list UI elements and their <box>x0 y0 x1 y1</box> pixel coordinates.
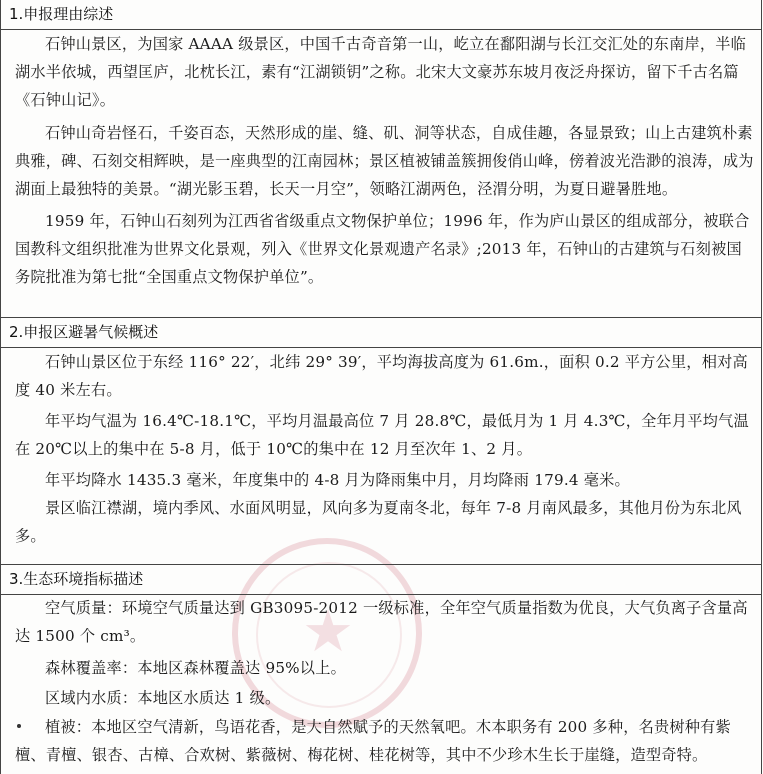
section-1-paragraph-1: 石钟山景区，为国家 AAAA 级景区，中国千古奇音第一山，屹立在鄱阳湖与长江交汇处的东南岸，半临湖水半依城，西望匡庐，北枕长江，素有“江湖锁钥”之称。北宋大文豪苏东坡月夜泛舟探访，留下千古名篇《石钟山记》。 <box>15 35 747 109</box>
section-3-paragraph-3: 区域内水质：本地区水质达 1 级。 <box>45 689 281 707</box>
section-1-paragraph-3: 1959 年，石钟山石刻列为江西省省级重点文物保护单位；1996 年，作为庐山景区的组成部分，被联合国教科文组织批准为世界文化景观，列入《世界文化景观遗产名录》;2013 年，石钟山的古建筑与石刻被国务院批准为第七批“全国重点文物保护单位”。 <box>15 212 750 286</box>
section-1-paragraph-2: 石钟山奇岩怪石，千姿百态，天然形成的崖、缝、矶、洞等状态，自成佳趣，各显景致；山上古建筑朴素典雅，碑、石刻交相辉映，是一座典型的江南园林；景区植被铺盖簇拥俊俏山峰，傍着波光浩渺的浪涛，成为湖面上最独特的美景。“湖光影玉碧，长天一月空”，领略江湖两色，泾渭分明，为夏日避暑胜地。 <box>15 124 754 198</box>
section-1-heading: 1.申报理由综述 <box>1 0 761 30</box>
section-3-paragraph-4: 植被：本地区空气清新，鸟语花香，是大自然赋予的天然氧吧。木本职务有 200 多种，名贵树种有紫檀、青檀、银杏、古樟、合欢树、紫薇树、梅花树、桂花树等，其中不少珍木生长于崖缝，造型奇特。 <box>15 718 731 764</box>
section-2-paragraph-2: 年平均气温为 16.4℃-18.1℃，平均月温最高位 7 月 28.8℃，最低月为 1 月 4.3℃，全年月平均气温在 20℃以上的集中在 5-8 月，低于 10℃的集中在 12 月至次年 1、2 月。 <box>15 412 749 458</box>
section-3-paragraph-1: 空气质量：环境空气质量达到 GB3095-2012 一级标准，全年空气质量指数为优良，大气负离子含量高达 1500 个 cm³。 <box>15 599 748 645</box>
section-3-heading: 3.生态环境指标描述 <box>1 564 761 595</box>
section-2-paragraph-4: 景区临江襟湖，境内季风、水面风明显，风向多为夏南冬北，每年 7-8 月南风最多，其他月份为东北风多。 <box>15 499 742 545</box>
section-3-paragraph-2: 森林覆盖率：本地区森林覆盖达 95%以上。 <box>45 659 346 677</box>
section-2-heading: 2.申报区避暑气候概述 <box>1 317 761 348</box>
seal-star-icon: ★ <box>302 597 354 665</box>
bullet-mark <box>17 724 21 728</box>
section-2-paragraph-3: 年平均降水 1435.3 毫米，年度集中的 4-8 月为降雨集中月，月均降雨 179.4 毫米。 <box>45 471 630 489</box>
section-2-paragraph-1: 石钟山景区位于东经 116° 22′，北纬 29° 39′，平均海拔高度为 61.6m.，面积 0.2 平方公里，相对高度 40 米左右。 <box>15 353 748 399</box>
